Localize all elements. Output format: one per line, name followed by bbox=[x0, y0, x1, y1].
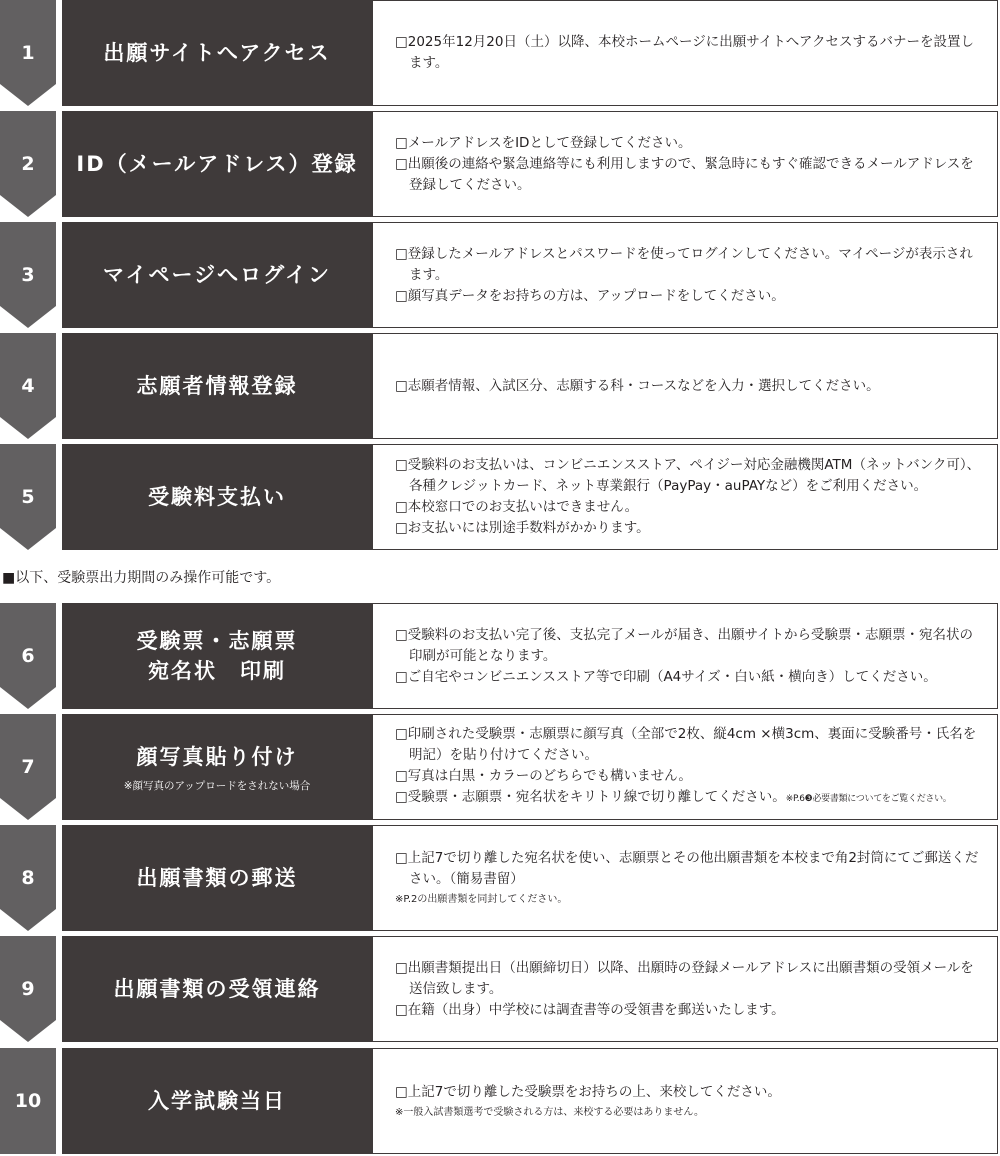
step-title: 出願書類の郵送 bbox=[136, 866, 298, 890]
step-bullet-text: □受験票・志願票・宛名状をキリトリ線で切り離してください。 bbox=[395, 789, 786, 805]
step-5 bbox=[0, 444, 1000, 550]
step-7 bbox=[0, 714, 1000, 820]
step-bullet: □写真は白黒・カラーのどちらでも構いません。 bbox=[395, 768, 692, 784]
step-number: 10 bbox=[14, 1090, 42, 1112]
step-number: 8 bbox=[21, 867, 35, 889]
step-description bbox=[372, 444, 998, 550]
step-number: 4 bbox=[21, 375, 35, 397]
step-bullet: □ご自宅やコンビニエンスストア等で印刷（A4サイズ・白い紙・横向き）してください。 bbox=[395, 668, 937, 685]
step-note: ※P.2の出願書類を同封してください。 bbox=[395, 894, 568, 905]
step-title-box bbox=[62, 333, 372, 439]
step-title-box bbox=[62, 111, 372, 217]
step-title: 出願書類の受領連絡 bbox=[113, 977, 321, 1001]
step-description bbox=[372, 333, 998, 439]
step-title-box bbox=[62, 444, 372, 550]
step-number: 1 bbox=[21, 42, 35, 64]
step-bullet: □本校窓口でのお支払いはできません。 bbox=[395, 499, 639, 515]
step-title: 受験料支払い bbox=[148, 485, 286, 509]
step-bullet: □お支払いには別途手数料がかかります。 bbox=[395, 520, 650, 536]
step-1 bbox=[0, 0, 1000, 106]
step-bullet: □受験料のお支払い完了後、支払完了メールが届き、出願サイトから受験票・志願票・宛名状の印刷が可能となります。 bbox=[395, 626, 973, 664]
step-bullet: □顔写真データをお持ちの方は、アップロードをしてください。 bbox=[395, 287, 785, 304]
inline-note: ※P.6❸必要書類についてをご覧ください。 bbox=[785, 794, 952, 804]
step-number: 3 bbox=[21, 264, 35, 286]
step-description bbox=[372, 603, 998, 709]
step-description bbox=[372, 1048, 998, 1154]
step-description bbox=[372, 222, 998, 328]
step-title: 志願者情報登録 bbox=[136, 374, 298, 398]
step-number: 5 bbox=[21, 486, 35, 508]
step-number: 9 bbox=[21, 978, 35, 1000]
step-description bbox=[372, 825, 998, 931]
step-description bbox=[372, 0, 998, 106]
divider-note: ■以下、受験票出力期間のみ操作可能です。 bbox=[2, 570, 281, 586]
step-title-box bbox=[62, 603, 372, 709]
step-title: ID（メールアドレス）登録 bbox=[76, 152, 358, 176]
step-10 bbox=[0, 1048, 1000, 1154]
step-bullet: □在籍（出身）中学校には調査書等の受領書を郵送いたします。 bbox=[395, 1001, 785, 1018]
step-6 bbox=[0, 603, 1000, 709]
step-4 bbox=[0, 333, 1000, 439]
step-title: 入学試験当日 bbox=[148, 1089, 286, 1113]
step-2 bbox=[0, 111, 1000, 217]
step-description bbox=[372, 714, 998, 820]
step-title: 受験票・志願票 bbox=[136, 629, 298, 653]
step-bullet: □メールアドレスをIDとして登録してください。 bbox=[395, 134, 692, 151]
step-bullet: □出願後の連絡や緊急連絡等にも利用しますので、緊急時にもすぐ確認できるメールアドレスを登録してください。 bbox=[395, 155, 974, 193]
step-number: 6 bbox=[21, 645, 35, 667]
step-number: 2 bbox=[21, 153, 35, 175]
step-title-line2: 宛名状 印刷 bbox=[148, 659, 286, 683]
step-title: 出願サイトへアクセス bbox=[103, 41, 331, 65]
step-title-box bbox=[62, 222, 372, 328]
step-bullet: □上記7で切り離した宛名状を使い、志願票とその他出願書類を本校まで角2封筒にてご郵送ください。（簡易書留） bbox=[395, 850, 979, 887]
step-bullet bbox=[395, 787, 985, 810]
step-title-box bbox=[62, 0, 372, 106]
step-subtitle: ※顔写真のアップロードをされない場合 bbox=[123, 779, 311, 792]
step-title: 顔写真貼り付け bbox=[136, 744, 298, 769]
step-title-box bbox=[62, 714, 372, 820]
step-title-box bbox=[62, 825, 372, 931]
step-title-box bbox=[62, 1048, 372, 1154]
step-bullet: □受験料のお支払いは、コンビニエンスストア、ペイジー対応金融機関ATM（ネットバンク可）、各種クレジットカード、ネット専業銀行（PayPay・auPAYなど）をご利用ください。 bbox=[395, 457, 981, 494]
step-description bbox=[372, 111, 998, 217]
step-3 bbox=[0, 222, 1000, 328]
step-description bbox=[372, 936, 998, 1042]
step-number: 7 bbox=[21, 756, 35, 778]
step-bullet: □印刷された受験票・志願票に顔写真（全部で2枚、縦4cm ×横3cm、裏面に受験番号・氏名を明記）を貼り付けてください。 bbox=[395, 726, 977, 763]
step-bullet: □出願書類提出日（出願締切日）以降、出願時の登録メールアドレスに出願書類の受領メールを送信致します。 bbox=[395, 959, 974, 997]
step-bullet: □2025年12月20日（土）以降、本校ホームページに出願サイトへアクセスするバナーを設置します。 bbox=[395, 34, 974, 71]
step-9 bbox=[0, 936, 1000, 1042]
step-bullet: □登録したメールアドレスとパスワードを使ってログインしてください。マイページが表示されます。 bbox=[395, 245, 973, 283]
step-8 bbox=[0, 825, 1000, 931]
step-title: マイページへログイン bbox=[102, 263, 332, 287]
step-bullet: □志願者情報、入試区分、志願する科・コースなどを入力・選択してください。 bbox=[395, 377, 880, 394]
step-title-box bbox=[62, 936, 372, 1042]
step-note: ※一般入試書類選考で受験される方は、来校する必要はありません。 bbox=[395, 1106, 704, 1118]
step-bullet: □上記7で切り離した受験票をお持ちの上、来校してください。 bbox=[395, 1083, 781, 1100]
